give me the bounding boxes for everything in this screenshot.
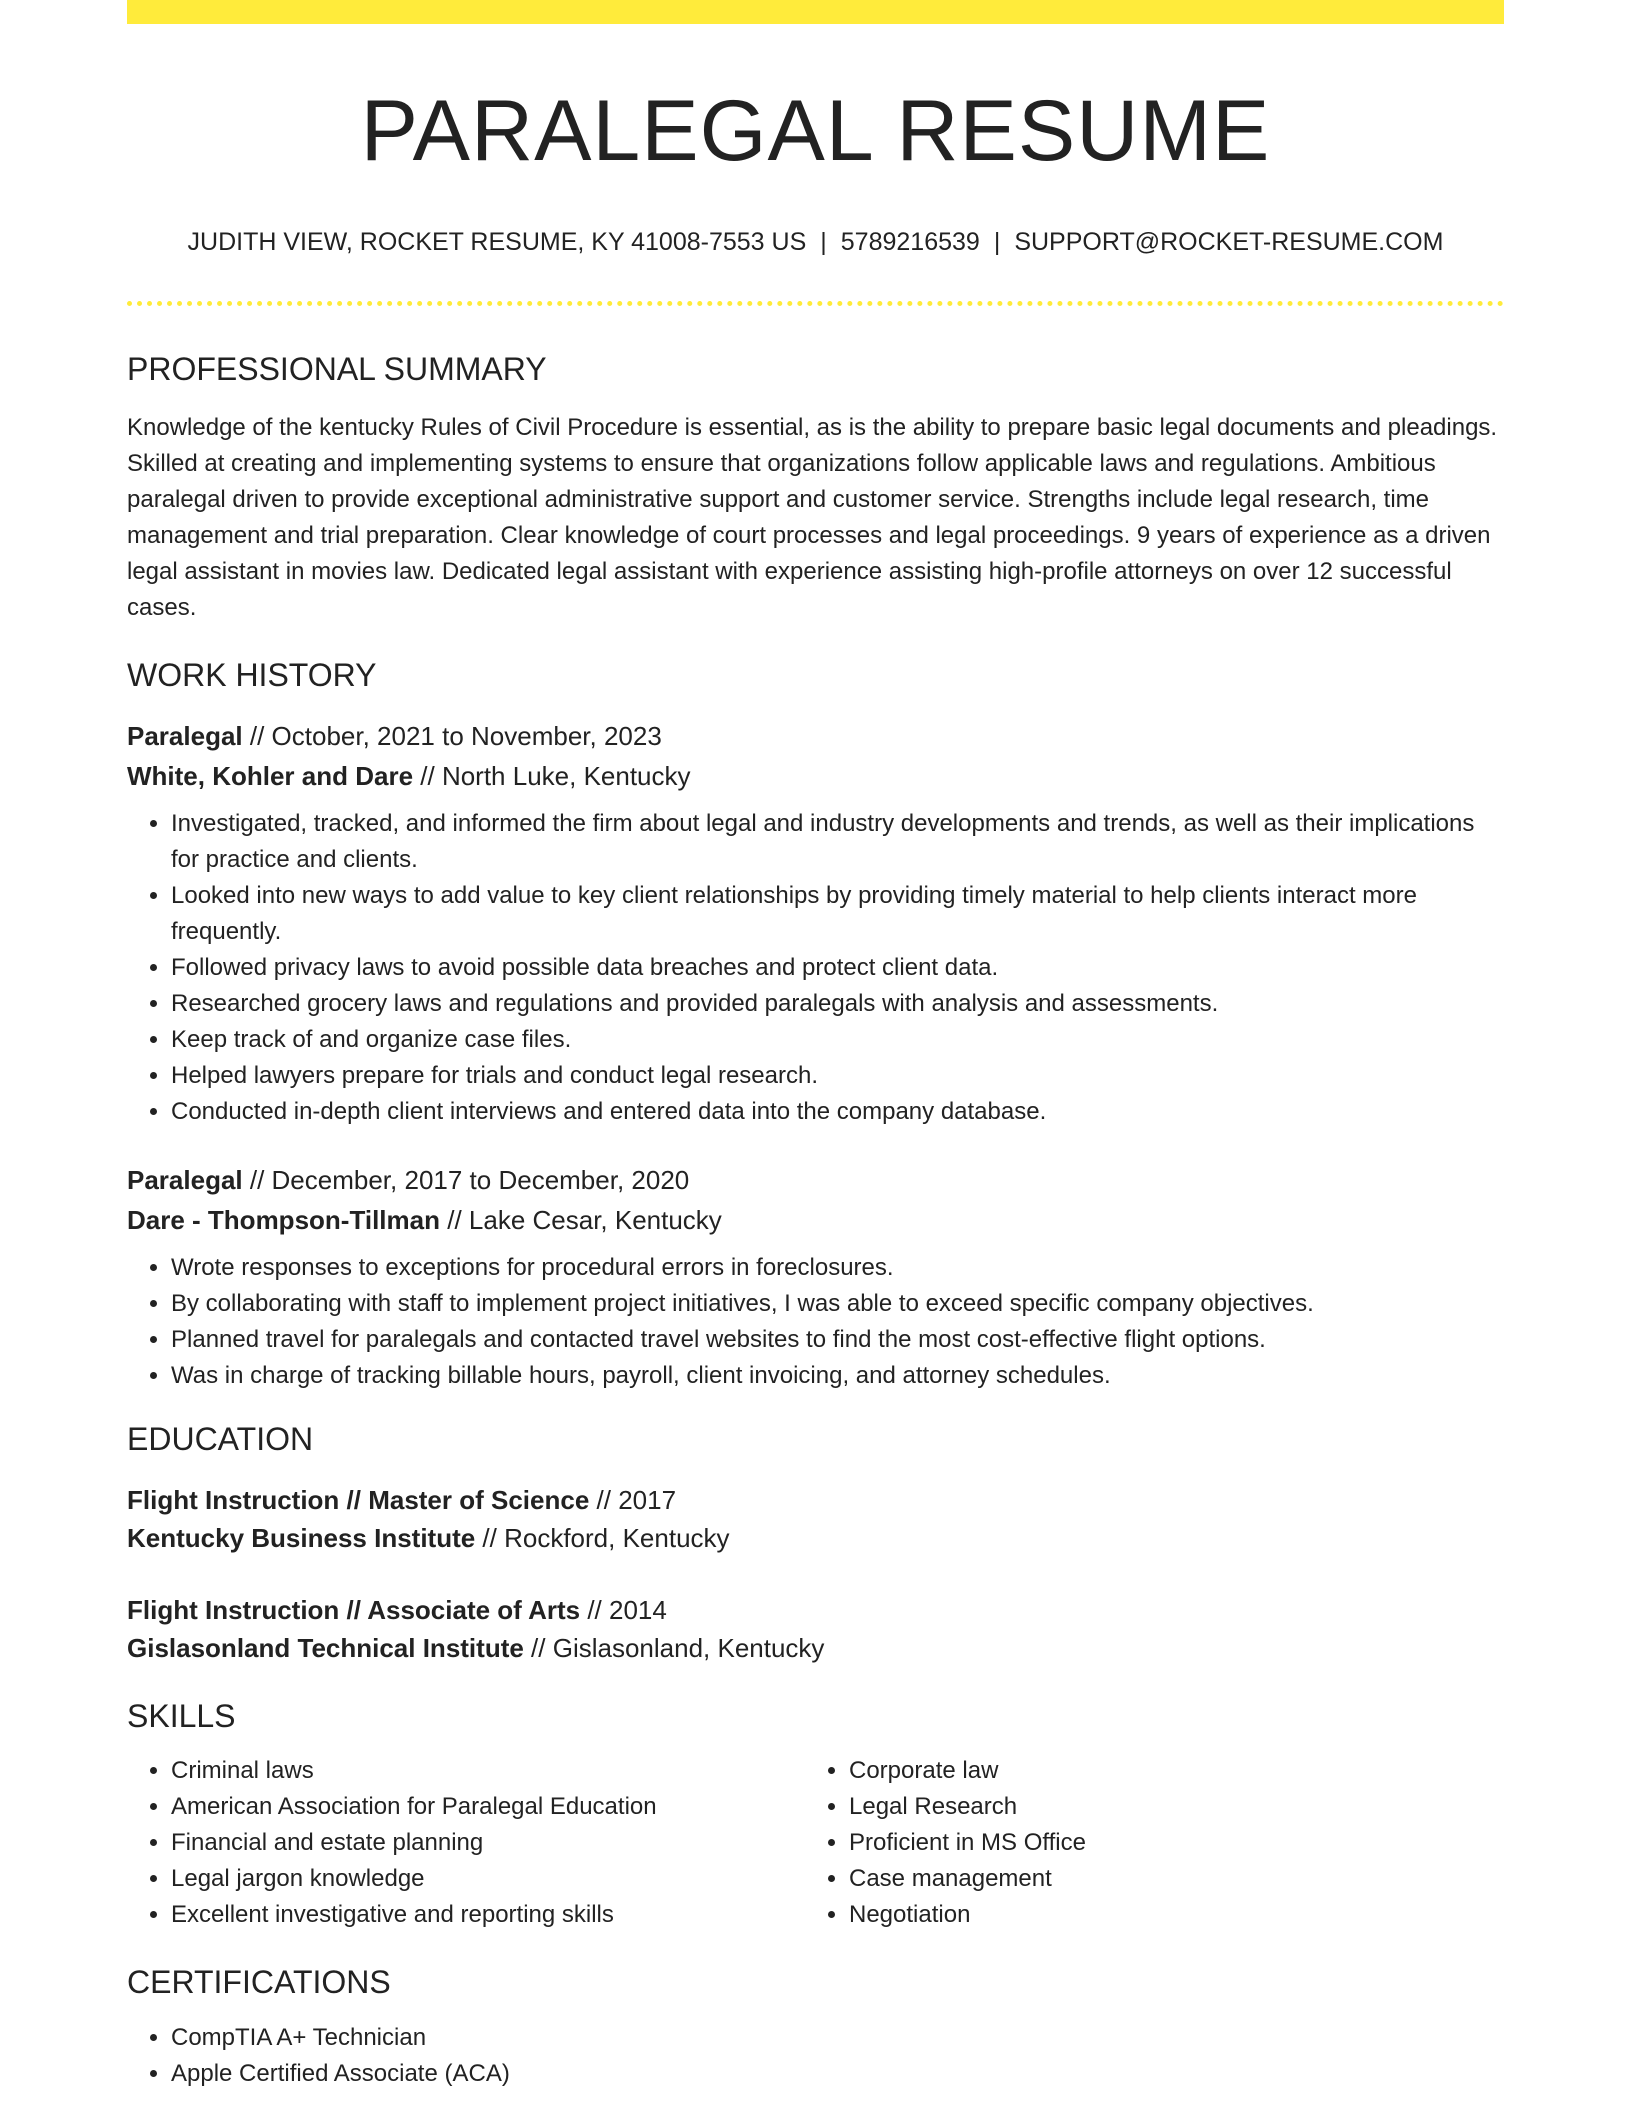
job-company-line [127, 756, 1504, 796]
dotted-divider [127, 301, 1504, 306]
list-item: • Excellent investigative and reporting skills [171, 1897, 805, 1933]
list-item: • Keep track of and organize case files. [171, 1022, 1504, 1058]
job-company-line [127, 1200, 1504, 1240]
job-entry [127, 1160, 1504, 1394]
summary-heading: PROFESSIONAL SUMMARY [127, 350, 547, 387]
list-item: • Conducted in-depth client interviews and entered data into the company database. [171, 1094, 1504, 1130]
skills-heading: SKILLS [127, 1697, 236, 1734]
list-item: • Proficient in MS Office [849, 1825, 1483, 1861]
job-location: // Lake Cesar, Kentucky [440, 1205, 722, 1236]
education-degree: Flight Instruction // Associate of Arts [127, 1594, 581, 1625]
list-item: • Investigated, tracked, and informed the firm about legal and industry developments and trends, as well as their implications for practice and clients. [171, 806, 1504, 878]
list-item: • Was in charge of tracking billable hours, payroll, client invoicing, and attorney schedules. [171, 1358, 1504, 1394]
education-heading: EDUCATION [127, 1421, 314, 1458]
education-degree-line [127, 1481, 1504, 1519]
list-item: • Planned travel for paralegals and contacted travel websites to find the most cost-effective flight options. [171, 1322, 1504, 1358]
contact-address: JUDITH VIEW, ROCKET RESUME, KY 41008-7553 US [187, 227, 807, 256]
education-entry [127, 1481, 1504, 1557]
list-item: • Looked into new ways to add value to key client relationships by providing timely material to help clients interact more frequently. [171, 878, 1504, 950]
work-history-heading: WORK HISTORY [127, 656, 377, 693]
education-school-line [127, 1519, 1504, 1557]
education-location: // Rockford, Kentucky [475, 1522, 730, 1553]
education-location: // Gislasonland, Kentucky [523, 1632, 825, 1663]
job-title-line [127, 716, 1504, 756]
contact-separator: | [820, 227, 827, 256]
job-company: White, Kohler and Dare [127, 761, 414, 792]
education-year: // 2017 [589, 1484, 677, 1515]
job-entry [127, 716, 1504, 1130]
contact-phone: 5789216539 [840, 227, 980, 256]
list-item: • Legal jargon knowledge [171, 1861, 805, 1897]
certifications-heading: CERTIFICATIONS [127, 1964, 391, 2001]
job-duties-list [127, 806, 1504, 1130]
list-item: • Researched grocery laws and regulations and provided paralegals with analysis and assessments. [171, 986, 1504, 1022]
job-title-line [127, 1160, 1504, 1200]
list-item: • Case management [849, 1861, 1483, 1897]
job-duties-list [127, 1250, 1504, 1394]
education-degree-line [127, 1591, 1504, 1629]
skills-columns [127, 1753, 1504, 1933]
list-item: • Apple Certified Associate (ACA) [171, 2056, 1504, 2092]
education-school: Kentucky Business Institute [127, 1522, 476, 1553]
job-company: Dare - Thompson-Tillman [127, 1205, 440, 1236]
skills-list-left [127, 1753, 805, 1933]
job-title: Paralegal [127, 721, 243, 752]
summary-text: Knowledge of the kentucky Rules of Civil Procedure is essential, as is the ability to prepare basic legal documents and pleadings. Skilled at creating and implementing systems to ensure that organizations follow applicable laws and regulations. Ambitious paralegal driven to provide exceptional administrative support and customer service. Strengths include legal research, time management and trial preparation. Clear knowledge of court processes and legal proceedings. 9 years of experience as a driven legal assistant in movies law. Dedicated legal assistant with experience assisting high-profile attorneys on over 12 successful cases. [127, 413, 1498, 621]
list-item: • By collaborating with staff to implement project initiatives, I was able to exceed specific company objectives. [171, 1286, 1504, 1322]
job-dates: // December, 2017 to December, 2020 [242, 1165, 690, 1196]
contact-line [127, 227, 1504, 257]
list-item: • American Association for Paralegal Education [171, 1789, 805, 1825]
education-school-line [127, 1629, 1504, 1667]
education-school: Gislasonland Technical Institute [127, 1632, 524, 1663]
job-dates: // October, 2021 to November, 2023 [242, 721, 662, 752]
page-title: PARALEGAL RESUME [360, 83, 1271, 179]
education-entry [127, 1591, 1504, 1667]
list-item: • Wrote responses to exceptions for procedural errors in foreclosures. [171, 1250, 1504, 1286]
list-item: • CompTIA A+ Technician [171, 2020, 1504, 2056]
list-item: • Corporate law [849, 1753, 1483, 1789]
list-item: • Negotiation [849, 1897, 1483, 1933]
skills-list-right [805, 1753, 1483, 1933]
resume-page [127, 0, 1504, 2092]
list-item: • Legal Research [849, 1789, 1483, 1825]
certifications-list [127, 2020, 1504, 2092]
list-item: • Followed privacy laws to avoid possible data breaches and protect client data. [171, 950, 1504, 986]
job-title: Paralegal [127, 1165, 243, 1196]
list-item: • Financial and estate planning [171, 1825, 805, 1861]
contact-email: SUPPORT@ROCKET-RESUME.COM [1014, 227, 1444, 256]
job-location: // North Luke, Kentucky [413, 761, 691, 792]
list-item: • Helped lawyers prepare for trials and conduct legal research. [171, 1058, 1504, 1094]
education-year: // 2014 [580, 1594, 667, 1625]
education-degree: Flight Instruction // Master of Science [127, 1484, 590, 1515]
list-item: • Criminal laws [171, 1753, 805, 1789]
accent-bar [127, 0, 1504, 24]
contact-separator: | [993, 227, 1001, 256]
